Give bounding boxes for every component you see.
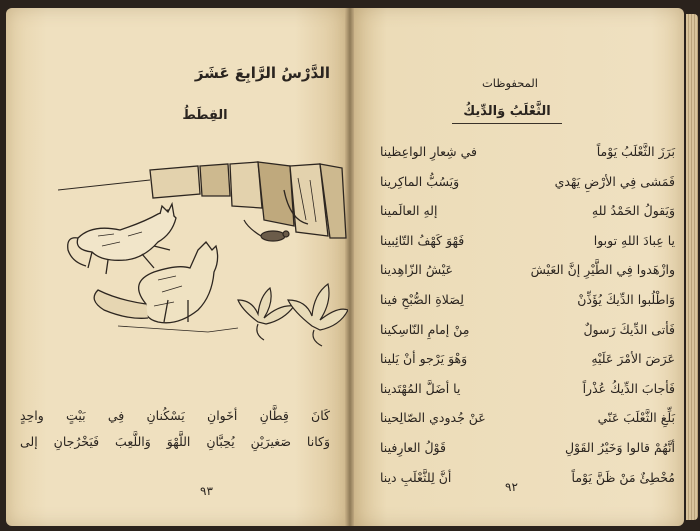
verse-second-half: يا أضَلَّ المُهْتَدينا <box>380 380 461 396</box>
cat-drawing-1 <box>68 204 176 274</box>
page-number-left: ٩٣ <box>200 484 213 498</box>
stone-wall <box>58 162 346 238</box>
verse <box>380 144 675 174</box>
verse-second-half: لِصَلاةِ الصُّبْحِ فينا <box>380 291 464 307</box>
verse <box>380 470 675 500</box>
verse-first-half: فَأجابَ الدِّيكُ عُذْراً <box>582 380 675 396</box>
verse <box>380 262 675 292</box>
verse-second-half: وَهْوَ يَرْجو أنْ يَلينا <box>380 351 468 367</box>
verse-first-half: أنَّهُمْ قالوا وَخَيْرُ القَوْلِ <box>564 439 675 455</box>
verse-second-half: فَهْوَ كَهْفُ التّائِبينا <box>380 232 465 248</box>
plant-drawing-1 <box>238 288 294 340</box>
poem-title: الثَّعْلَبُ وَالدِّيكُ <box>452 104 562 124</box>
verse <box>380 381 675 411</box>
verse-first-half: وَيَقولُ الحَمْدُ للهِ <box>591 203 675 219</box>
page-edges <box>686 14 698 520</box>
verse-first-half: يا عِبادَ اللهِ توبوا <box>593 232 675 248</box>
verse-first-half: مُخْطِئٌ مَنْ ظَنَّ يَوْماً <box>571 469 675 485</box>
verse <box>380 351 675 381</box>
verse <box>380 410 675 440</box>
lesson-text-line: كَانَ قِطَّانِ أخَوانِ يَسْكُنانِ فِي بَيْتٍ واحِدٍ <box>20 408 330 423</box>
verse-first-half: بَرَزَ الثَّعْلَبُ يَوْماً <box>596 144 675 159</box>
lesson-text-line: وَكانا صَغيرَيْنِ يُحِبَّانِ اللَّهْوَ وَاللَّعِبَ فَيَخْرُجانِ إلى <box>20 434 330 449</box>
lesson-title: الدَّرْسُ الرَّابِعَ عَشَرَ <box>194 64 330 82</box>
verse <box>380 203 675 233</box>
verse <box>380 174 675 204</box>
verse <box>380 440 675 470</box>
verse <box>380 233 675 263</box>
verse <box>380 292 675 322</box>
verse-first-half: فَمَشى فِي الأرْضِ يَهْدي <box>554 173 675 189</box>
verse <box>380 322 675 352</box>
verse-second-half: عَنْ جُدودي الصّالِحينا <box>380 410 486 426</box>
verse-second-half: عَيْشُ الزّاهِدينا <box>380 262 454 278</box>
cats-illustration <box>58 150 348 350</box>
verse-first-half: فَأتى الدِّيكَ رَسولٌ <box>583 321 675 337</box>
lesson-text <box>20 403 330 455</box>
verse-second-half: مِنْ إمامِ النّاسِكينا <box>380 321 470 337</box>
verse-second-half: إلهِ العالَمينا <box>380 203 438 219</box>
verse-second-half: وَيَسُبُّ الماكِرينا <box>380 173 460 189</box>
verse-second-half: في شِعارِ الواعِظينا <box>380 144 477 159</box>
lesson-subtitle: القِطَطُ <box>182 108 228 123</box>
verse-first-half: عَرَضَ الأمْرَ عَلَيْهِ <box>591 351 675 367</box>
plant-drawing-2 <box>288 284 348 346</box>
poem <box>380 144 675 499</box>
verse-second-half: قَوْلُ العارِفينا <box>380 439 446 455</box>
verse-first-half: وازْهَدوا فِي الطَّيْرِ إنَّ العَيْشَ <box>530 262 675 278</box>
section-heading: المحفوظات <box>481 76 538 90</box>
page-number-right: ٩٢ <box>505 480 518 494</box>
verse-second-half: أنَّ لِلثَّعْلَبِ دينا <box>380 469 452 485</box>
verse-first-half: وَاطْلُبوا الدِّيكَ يُؤَذِّنْ <box>577 291 675 307</box>
verse-first-half: بَلِّغِ الثَّعْلَبَ عَنّي <box>597 410 675 426</box>
